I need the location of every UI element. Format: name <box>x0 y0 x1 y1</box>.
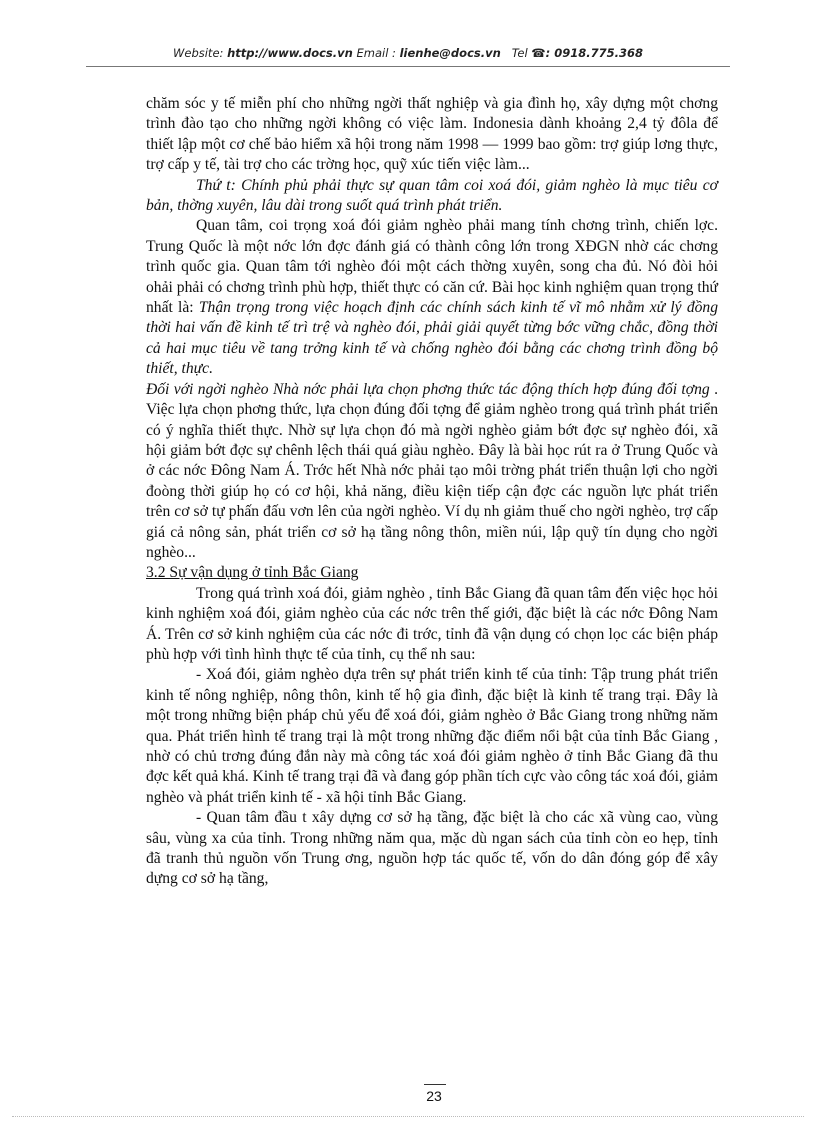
paragraph-7: - Quan tâm đầu t xây dựng cơ sở hạ tầng, đặc biệt là cho các xã vùng cao, vùng sâu, vùng xa của tỉnh. Trong những năm qua, mặc dù ngan sách của tỉnh còn eo hẹp, tỉnh đã tranh thủ nguồn vốn Trung ơng, nguồn hợp tác quốc tế, vốn do dân đóng góp để xây dựng cơ sở hạ tầng, <box>146 809 718 888</box>
paragraph-3-text: Quan tâm, coi trọng xoá đói giảm nghèo phải mang tính chơng trình, chiến lợc. Trung Quốc là một nớc lớn đợc đánh giá có thành công lớn trong XĐGN nhờ các chơng trình quốc gia. Quan tâm tới nghèo đói một cách thờng xuyên, song cha đủ. Nó đòi hỏi ohải phải có chơng trình phù hợp, thiết thực có căn cứ. Bài học kinh nghiệm quan trọng thứ nhất là: <box>146 217 718 317</box>
paragraph-4-emphasis: Đối với ngời nghèo Nhà nớc phải lựa chọn phơng thức tác động thích hợp đúng đối tợng <box>146 380 710 398</box>
paragraph-3 <box>146 216 718 379</box>
email-label: Email : <box>356 46 396 60</box>
website-label: Website: <box>173 46 224 60</box>
paragraph-4-text: . Việc lựa chọn phơng thức, lựa chọn đúng đối tợng để giảm nghèo trong quá trình phát triển có ý nghĩa thiết thực. Nhờ sự lựa chọn đó mà ngời nghèo giảm bớt đợc sự nghèo đói, xã hội giảm bớt đợc sự chênh lệch thái quá giàu nghèo. Đây là bài học rút ra ở Trung Quốc và ở các nớc Đông Nam Á. Trớc hết Nhà nớc phải tạo môi trờng phát triển thuận lợi cho ngời đoòng thời giúp họ có cơ hội, khả năng, điều kiện tiếp cận đợc các nguồn lực phát triển trên cơ sở tự phấn đấu vơn lên của ngời nghèo. Ví dụ nh giảm thuế cho ngời nghèo, trợ cấp giá cả nông sản, phát triển cơ sở hạ tầng nông thôn, miền núi, lập quỹ tín dụng cho ngời nghèo... <box>146 380 718 561</box>
paragraph-5: Trong quá trình xoá đói, giảm nghèo , tỉnh Bắc Giang đã quan tâm đến việc học hỏi kinh nghiệm xoá đói, giảm nghèo của các nớc trên thế giới, đặc biệt là các nớc Đông Nam Á. Trên cơ sở kinh nghiệm của các nớc đi trớc, tỉnh đã vận dụng có chọn lọc các biện pháp phù hợp với tình hình thực tế của tỉnh, cụ thể nh sau: <box>146 584 718 663</box>
paragraph-1: chăm sóc y tế miễn phí cho những ngời thất nghiệp và gia đình họ, xây dựng một chơng trình đào tạo cho những ngời không có việc làm. Indonesia dành khoảng 2,4 tỷ đôla để thiết lập một cơ chế bảo hiểm xã hội trong năm 1998 — 1999 bao gồm: trợ giúp lơng thực, trợ cấp y tế, tài trợ cho các trờng học, quỹ xúc tiến việc làm... <box>146 95 718 174</box>
header-divider <box>86 66 730 67</box>
paragraph-6: - Xoá đói, giảm nghèo dựa trên sự phát triển kinh tế của tỉnh: Tập trung phát triển kinh tế nông nghiệp, nông thôn, kinh tế hộ gia đình, đặc biệt là kinh tế trang trại. Đây là một trong những biện pháp chủ yếu để xoá đói, giảm nghèo ở Bắc Giang trong những năm qua. Phát triển hình tế trang trại là một trong những đặc điểm nổi bật của tỉnh Bắc Giang , nhờ có chủ trơng đúng đắn này mà công tác xoá đói giảm nghèo ở tỉnh Bắc Giang đã thu đợc kết quả khá. Kinh tế trang trại đã và đang góp phần tích cực vào công tác xoá đói, giảm nghèo và phát triển kinh tế - xã hội tỉnh Bắc Giang. <box>146 666 718 806</box>
page-header <box>0 46 816 60</box>
phone-icon: ☎ <box>531 46 546 60</box>
bottom-divider <box>12 1116 804 1117</box>
document-body <box>146 94 718 890</box>
website-url[interactable]: http://www.docs.vn <box>227 46 353 60</box>
footer-divider <box>424 1084 446 1085</box>
email-address[interactable]: lienhe@docs.vn <box>399 46 501 60</box>
paragraph-2: Thứ t: Chính phủ phải thực sự quan tâm coi xoá đói, giảm nghèo là mục tiêu cơ bản, thờng xuyên, lâu dài trong suốt quá trình phát triển. <box>146 176 718 215</box>
page-number: 23 <box>426 1088 442 1104</box>
section-heading: 3.2 Sự vận dụng ở tỉnh Bắc Giang <box>146 564 359 582</box>
tel-label: Tel <box>511 46 528 60</box>
paragraph-3-emphasis: Thận trọng trong việc hoạch định các chính sách kinh tế vĩ mô nhằm xử lý đồng thời hai vấn đề kinh tế trì trệ và nghèo đói, phải giải quyết từng bớc vững chắc, đồng thời cả hai mục tiêu về tang trởng kinh tế và chống nghèo đói bằng các chơng trình đồng bộ thiết, thực. <box>146 299 719 378</box>
phone-number: : 0918.775.368 <box>545 46 643 60</box>
paragraph-4 <box>146 380 718 564</box>
